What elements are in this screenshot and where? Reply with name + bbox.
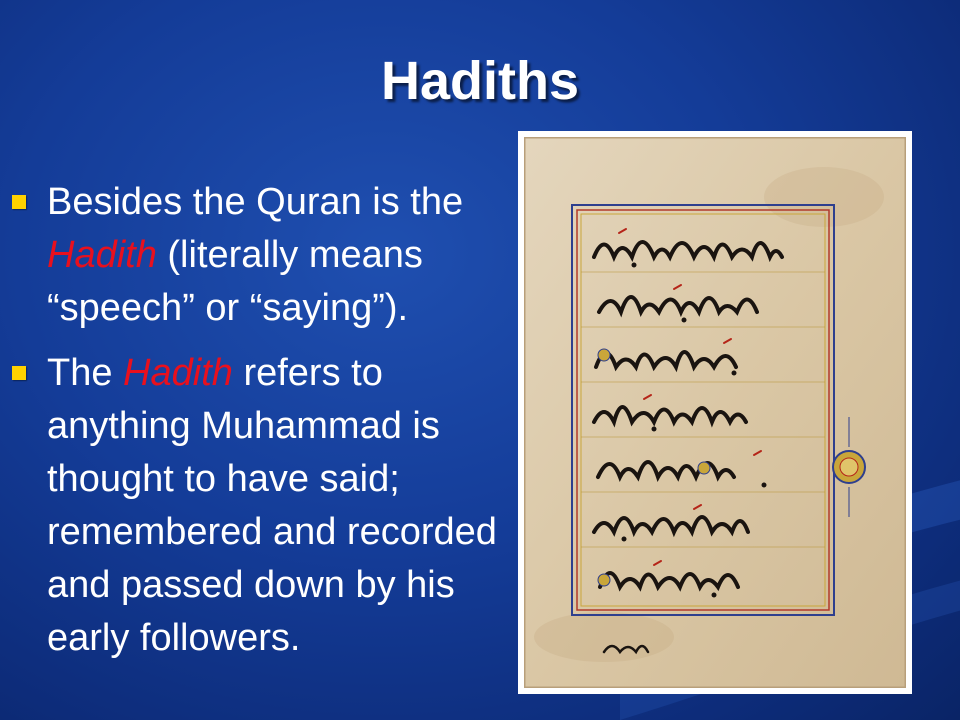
slide-title: Hadiths [380,51,580,111]
square-bullet-icon [12,366,26,380]
bullet-text-part: The [47,352,124,394]
bullet-text-part: Besides the Quran is the [47,181,464,223]
bullet-item [12,176,522,335]
emphasis-term: Hadith [47,234,157,276]
bullet-item [12,347,522,665]
bullet-list [12,176,522,677]
bullet-text [47,176,522,335]
emphasis-term: Hadith [123,352,233,394]
square-bullet-icon [12,195,26,209]
bullet-text-part: (literally means “speech” or “saying”). [47,234,423,329]
quran-manuscript-page-icon [524,137,906,688]
bullet-text [47,347,522,665]
manuscript-figure [518,131,912,694]
bullet-text-part: refers to anything Muhammad is thought to have said; remembered and recorded and passed down by his early followers. [47,352,497,659]
